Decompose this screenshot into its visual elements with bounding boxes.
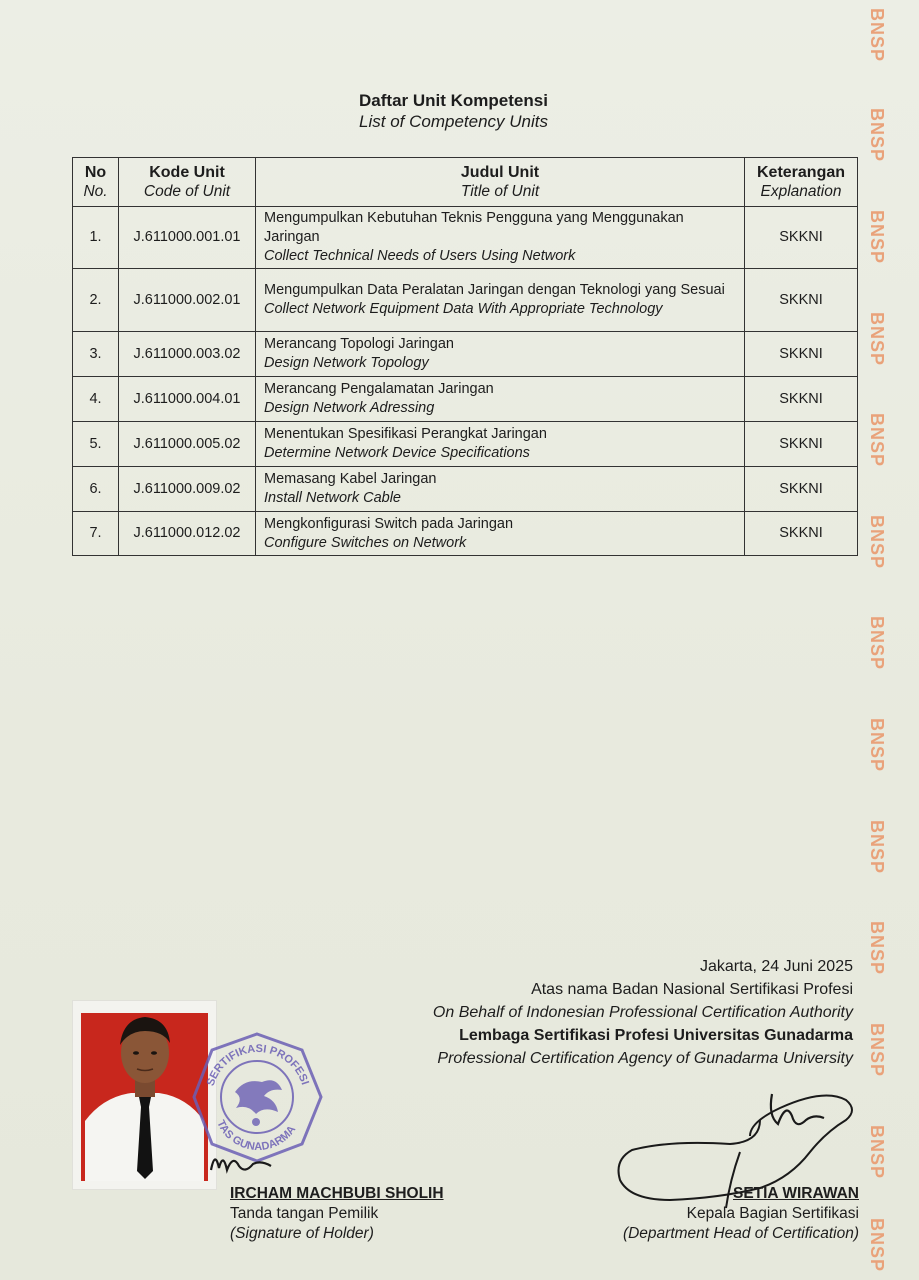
table-row [73, 207, 858, 269]
row-no: 6. [73, 467, 119, 512]
row-explanation: SKKNI [745, 207, 858, 269]
header-title [256, 158, 745, 207]
header-title-id: Judul Unit [460, 164, 540, 181]
row-title-en: Determine Network Device Specifications [264, 445, 530, 461]
row-title-id: Mengkonfigurasi Switch pada Jaringan [264, 515, 514, 532]
issuer-block [433, 955, 853, 1070]
row-title [256, 332, 745, 377]
row-explanation: SKKNI [745, 512, 858, 556]
heading-title-id: Daftar Unit Kompetensi [359, 91, 548, 110]
row-title [256, 377, 745, 422]
agency-id: Lembaga Sertifikasi Profesi Universitas Gunadarma [459, 1027, 853, 1044]
holder-role-id: Tanda tangan Pemilik [230, 1205, 379, 1222]
row-explanation: SKKNI [745, 467, 858, 512]
row-title-en: Design Network Adressing [264, 400, 435, 416]
row-title [256, 422, 745, 467]
row-title-id: Memasang Kabel Jaringan [264, 471, 437, 487]
official-block [623, 1184, 859, 1244]
place-date: Jakarta, 24 Juni 2025 [700, 958, 853, 975]
stamp-bottom-text: TAS GUNADARMA [214, 1118, 299, 1154]
table-row [73, 512, 858, 556]
official-role-id: Kepala Bagian Sertifikasi [686, 1205, 859, 1222]
row-title-id: Merancang Topologi Jaringan [264, 336, 454, 352]
header-code [119, 158, 256, 207]
row-code: J.611000.003.02 [119, 332, 256, 377]
header-code-en: Code of Unit [143, 183, 231, 200]
bnsp-watermark: BNSP [867, 819, 887, 874]
agency-en: Professional Certification Agency of Gunadarma University [437, 1050, 853, 1067]
row-title-en: Collect Technical Needs of Users Using Network [264, 248, 576, 264]
row-title-id: Mengumpulkan Kebutuhan Teknis Pengguna yang Menggunakan Jaringan [264, 210, 684, 245]
header-explanation-en: Explanation [760, 183, 842, 200]
row-explanation: SKKNI [745, 332, 858, 377]
behalf-en: On Behalf of Indonesian Professional Certification Authority [432, 1004, 853, 1021]
row-title [256, 207, 745, 269]
bnsp-watermark: BNSP [867, 7, 887, 62]
row-title-id: Menentukan Spesifikasi Perangkat Jaringan [264, 426, 547, 442]
row-no: 1. [73, 207, 119, 269]
competency-units-table [72, 157, 858, 556]
bnsp-watermark-column [862, 0, 892, 1280]
heading-title-en: List of Competency Units [359, 112, 548, 131]
bnsp-watermark: BNSP [867, 514, 887, 569]
row-title-en: Design Network Topology [264, 355, 429, 371]
row-explanation: SKKNI [745, 377, 858, 422]
official-role-en: (Department Head of Certification) [622, 1225, 859, 1242]
table-row [73, 422, 858, 467]
row-title-en: Install Network Cable [264, 490, 401, 506]
bnsp-watermark: BNSP [867, 1022, 887, 1077]
row-code: J.611000.009.02 [119, 467, 256, 512]
table-header-row [73, 158, 858, 207]
bnsp-watermark: BNSP [867, 615, 887, 670]
holder-name: IRCHAM MACHBUBI SHOLIH [230, 1185, 444, 1202]
behalf-id: Atas nama Badan Nasional Sertifikasi Profesi [531, 981, 853, 998]
bnsp-watermark: BNSP [867, 209, 887, 264]
row-no: 4. [73, 377, 119, 422]
official-name: SETIA WIRAWAN [732, 1185, 859, 1202]
header-explanation-id: Keterangan [756, 164, 846, 181]
bnsp-watermark: BNSP [867, 107, 887, 162]
header-no-id: No [84, 164, 107, 181]
bnsp-watermark: BNSP [867, 412, 887, 467]
row-title-id: Merancang Pengalamatan Jaringan [264, 381, 494, 397]
bnsp-watermark: BNSP [867, 311, 887, 366]
row-code: J.611000.004.01 [119, 377, 256, 422]
row-code: J.611000.002.01 [119, 269, 256, 332]
header-no [73, 158, 119, 207]
bnsp-watermark: BNSP [867, 1217, 887, 1272]
header-code-id: Kode Unit [149, 164, 225, 181]
row-explanation: SKKNI [745, 269, 858, 332]
row-no: 3. [73, 332, 119, 377]
table-row [73, 467, 858, 512]
table-row [73, 332, 858, 377]
row-title-en: Configure Switches on Network [264, 534, 467, 551]
stamp-top-text: SERTIFIKASI PROFESI [204, 1042, 311, 1088]
row-title [256, 467, 745, 512]
row-code: J.611000.001.01 [119, 207, 256, 269]
row-explanation: SKKNI [745, 422, 858, 467]
row-title-en: Collect Network Equipment Data With Appropriate Technology [264, 301, 663, 317]
bnsp-watermark: BNSP [867, 920, 887, 975]
header-title-en: Title of Unit [460, 183, 540, 200]
page-heading [0, 90, 919, 133]
row-no: 2. [73, 269, 119, 332]
table-row [73, 377, 858, 422]
row-no: 5. [73, 422, 119, 467]
table-row [73, 269, 858, 332]
holder-block [230, 1184, 444, 1244]
header-no-en: No. [83, 183, 108, 200]
row-code: J.611000.012.02 [119, 512, 256, 556]
row-title [256, 269, 745, 332]
row-code: J.611000.005.02 [119, 422, 256, 467]
row-title-id: Mengumpulkan Data Peralatan Jaringan dengan Teknologi yang Sesuai [264, 282, 725, 298]
row-title [256, 512, 745, 556]
header-explanation [745, 158, 858, 207]
bnsp-watermark: BNSP [867, 717, 887, 772]
bnsp-watermark: BNSP [867, 1124, 887, 1179]
holder-role-en: (Signature of Holder) [230, 1225, 374, 1242]
row-no: 7. [73, 512, 119, 556]
holder-signature-icon [205, 1140, 285, 1180]
